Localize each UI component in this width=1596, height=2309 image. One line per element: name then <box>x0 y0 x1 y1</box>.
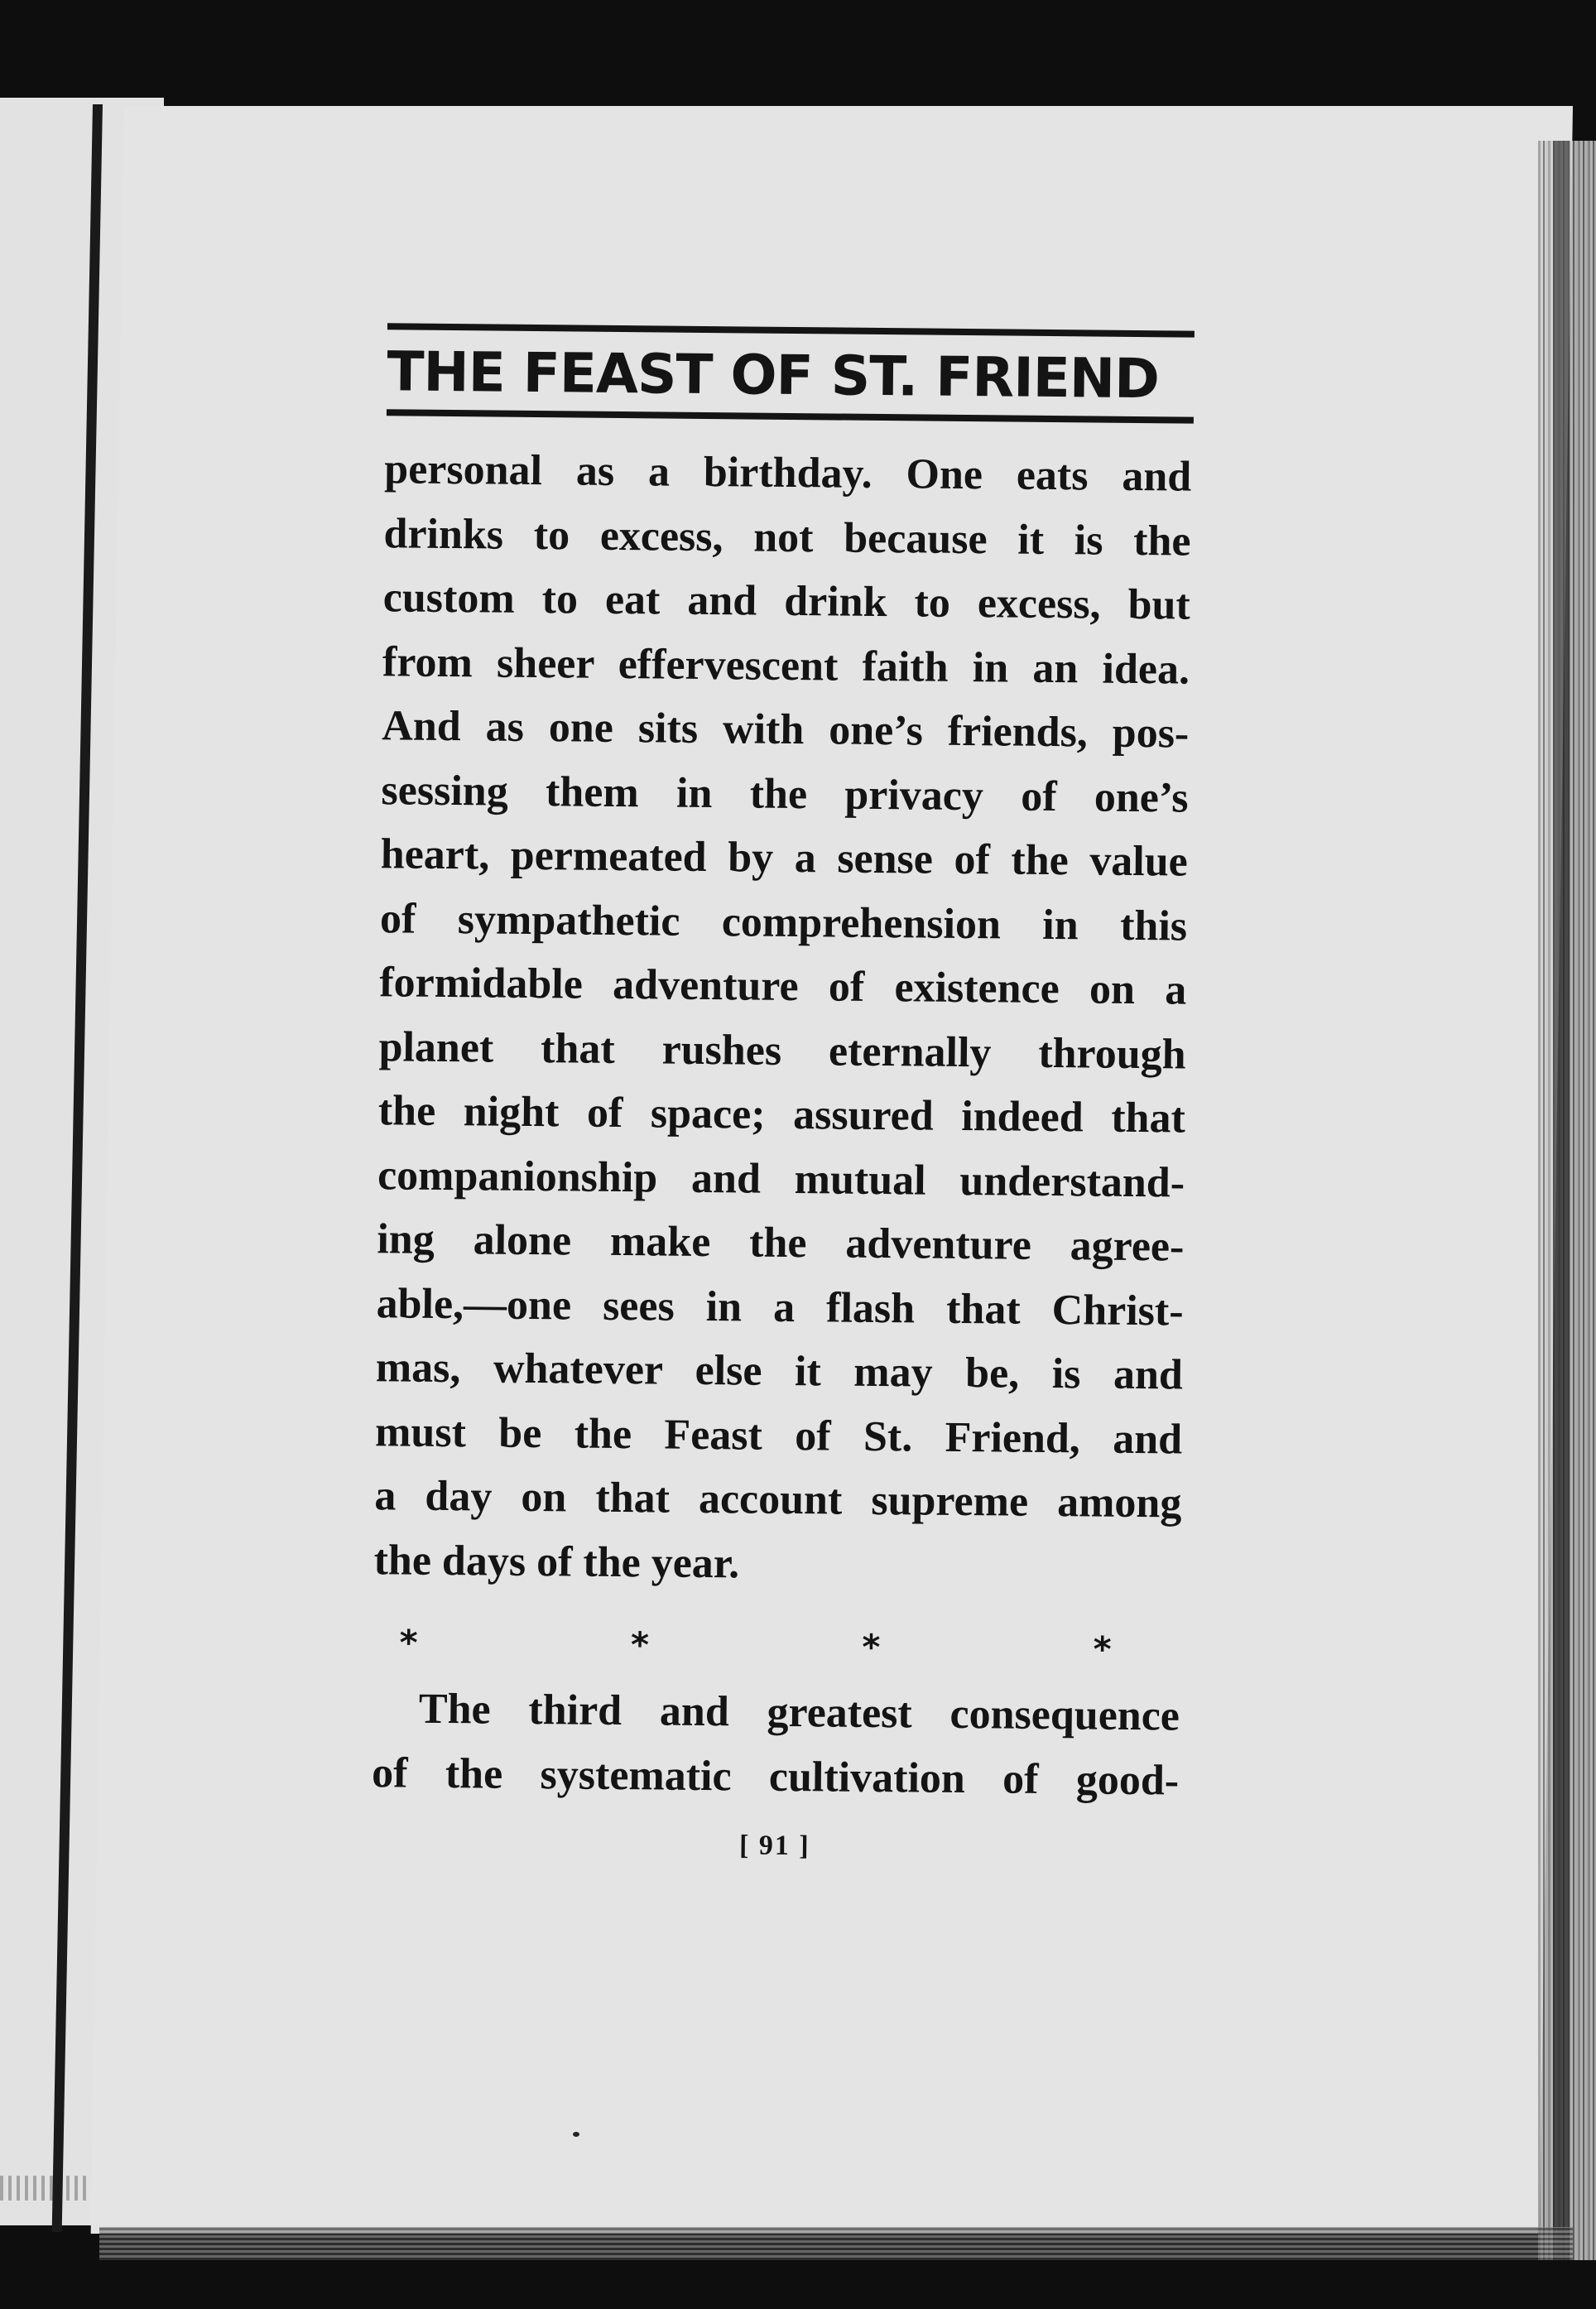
asterisk: * <box>862 1626 881 1668</box>
body-paragraph <box>373 437 1191 1599</box>
text-line: The third and greatest consequence <box>418 1685 1180 1740</box>
text-line: the night of space; assured indeed that <box>377 1087 1186 1142</box>
library-stamp-mark <box>0 2176 91 2201</box>
text-line: mas, whatever else it may be, is and <box>375 1344 1184 1399</box>
text-line: from sheer effervescent faith in an idea. <box>382 637 1190 694</box>
text-line: of sympathetic comprehension in this <box>379 894 1188 950</box>
text-line: of the systematic cultivation of good- <box>371 1749 1180 1805</box>
text-line: planet that rushes eternally through <box>378 1022 1186 1079</box>
ink-speck <box>573 2132 579 2137</box>
head-rule-bottom <box>387 409 1194 423</box>
text-line: companionship and mutual understand- <box>377 1151 1185 1207</box>
text-line: ing alone make the adventure agree- <box>377 1215 1185 1271</box>
running-head: THE FEAST OF ST. FRIEND <box>387 339 1160 411</box>
text-line: a day on that account supreme among <box>374 1472 1182 1527</box>
page-stack-shadow <box>1553 141 1570 2260</box>
asterisk: * <box>399 1622 418 1663</box>
text-line: able,—one sees in a flash that Christ- <box>376 1279 1184 1335</box>
asterisk: * <box>630 1624 650 1666</box>
text-line: sessing them in the privacy of one’s <box>381 766 1189 822</box>
asterisk: * <box>1093 1628 1112 1670</box>
text-line: heart, permeated by a sense of the value <box>380 830 1189 886</box>
text-line: the days of the year. <box>373 1536 740 1587</box>
page-number: [ 91 ] <box>738 1830 810 1862</box>
page-stack-edge-bottom <box>99 2227 1573 2260</box>
page-stack-edge-right <box>1538 141 1596 2260</box>
text-block <box>348 323 1199 1866</box>
text-line: custom to eat and drink to excess, but <box>382 574 1191 629</box>
text-line: drinks to excess, not because it is the <box>383 509 1191 565</box>
section-break-asterisks <box>399 1622 1112 1670</box>
text-line: must be the Feast of St. Friend, and <box>374 1407 1183 1464</box>
text-line: And as one sits with one’s friends, pos- <box>382 702 1190 758</box>
text-line: formidable adventure of existence on a <box>379 959 1187 1014</box>
text-line: personal as a birthday. One eats and <box>384 445 1192 501</box>
continuation-paragraph <box>372 1676 1180 1812</box>
